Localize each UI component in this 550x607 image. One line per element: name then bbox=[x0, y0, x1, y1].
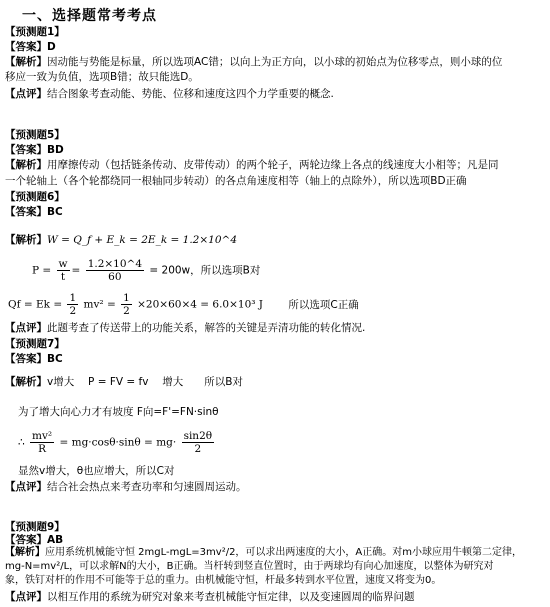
q7-eq: ∴ $\frac{\text{mv²}}{R}$ = mg·cosθ·sinθ = mg· $\frac{\sin 2\theta}{2}$ bbox=[18, 430, 213, 455]
q1-label: 【预测题1】 bbox=[5, 26, 65, 38]
q1-explanation-1: 【解析】因动能与势能是标量，所以选项AC错；以向上为正方向，以小球的初始点为位移零点，则小球的位 bbox=[5, 56, 503, 68]
q9-explanation-3: 象，铁钉对杆的作用不可能等于总的重力。由机械能守恒，杆最多转到水平位置，速度又将变为0。 bbox=[5, 575, 442, 586]
q1-comment: 【点评】结合图象考查动能、势能、位移和速度这四个力学重要的概念. bbox=[5, 88, 334, 100]
q7-explanation-1: 【解析】v增大 P = FV = fv 增大 所以B对 bbox=[5, 376, 244, 388]
q5-explanation-2: 一个轮轴上（各个轮都绕同一根轴同步转动）的各点角速度相等（轴上的点除外），所以选项BD正确 bbox=[5, 175, 467, 187]
q6-label: 【预测题6】 bbox=[5, 191, 65, 203]
q7-explanation-2: 为了增大向心力才有坡度 F向=F'=FN·sinθ bbox=[18, 406, 219, 418]
q9-explanation-1: 【解析】应用系统机械能守恒 2mgL-mgL=3mv²/2，可以求出两速度的大小，A正确。对m小球应用牛顿第二定律， bbox=[5, 547, 523, 558]
q7-comment: 【点评】结合社会热点来考查功率和匀速圆周运动。 bbox=[5, 481, 247, 493]
q5-answer: 【答案】BD bbox=[5, 144, 64, 156]
section-title: 一、选择题常考考点 bbox=[22, 8, 157, 24]
q5-explanation-1: 【解析】用摩擦传动（包括链条传动、皮带传动）的两个轮子，两轮边缘上各点的线速度大小相等；凡是同 bbox=[5, 159, 499, 171]
q7-label: 【预测题7】 bbox=[5, 338, 65, 350]
q1-explanation-2: 移应一致为负值，选项B错；故只能选D。 bbox=[5, 71, 199, 83]
q9-comment: 【点评】以相互作用的系统为研究对象来考查机械能守恒定律，以及变速圆周的临界问题 bbox=[5, 591, 415, 603]
q7-explanation-4: 显然v增大，θ也应增大，所以C对 bbox=[18, 465, 175, 477]
q9-answer: 【答案】AB bbox=[5, 534, 64, 546]
q5-label: 【预测题5】 bbox=[5, 129, 65, 141]
q6-eq2: P = $\frac{w}{t}$ = $\frac{1.2\times 10\^{}4}{60}$ = 200w，所以选项B对 bbox=[32, 258, 261, 283]
q6-eq3: Qf = Ek = $\frac{1}{2}$ mv² = $\frac{1}{2}$ ×20×60×4 = 6.0×10³ J 所以选项C正确 bbox=[8, 292, 359, 317]
q6-answer: 【答案】BC bbox=[5, 206, 63, 218]
q6-explanation-eq1: 【解析】W = Q_f + E_k = 2E_k = 1.2×10^4 bbox=[5, 234, 237, 246]
q9-label: 【预测题9】 bbox=[5, 521, 65, 533]
q1-answer: 【答案】D bbox=[5, 41, 56, 53]
q6-comment: 【点评】此题考查了传送带上的功能关系，解答的关键是弄清功能的转化情况. bbox=[5, 322, 366, 334]
q9-explanation-2: mg-N=mv²/L，可以求解N的大小，B正确。当杆转到竖直位置时，由于两球均有向心加速度，以整体为研究对 bbox=[5, 561, 494, 572]
q7-answer: 【答案】BC bbox=[5, 353, 63, 365]
